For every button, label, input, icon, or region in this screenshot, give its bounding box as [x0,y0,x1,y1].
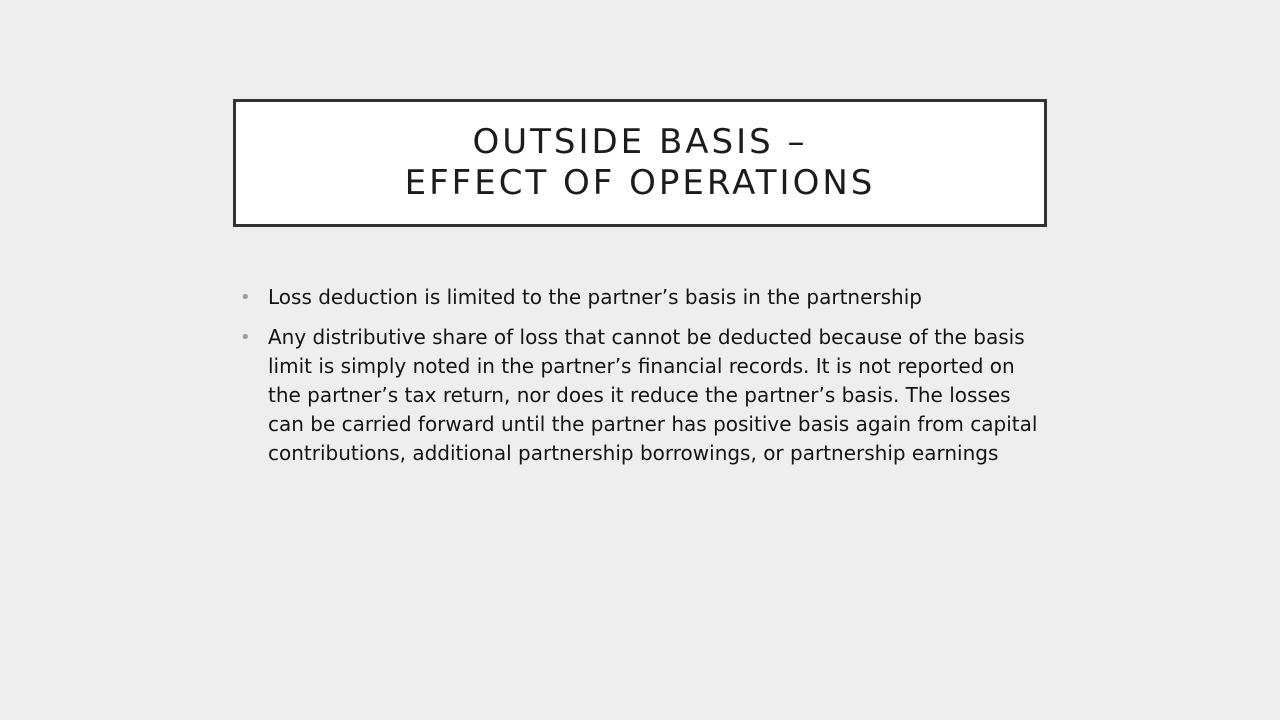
bullet-item [240,323,1040,468]
slide-title-box [233,99,1047,227]
bullet-text: Any distributive share of loss that cannot be deducted because of the basis limit is simply noted in the partner’s financial records. It is not reported on the partner’s tax return, nor does it reduce the partner’s basis. The losses can be carried forward until the partner has positive basis again from capital contributions, additional partnership borrowings, or partnership earnings [268,325,1038,465]
slide-title-line-2: EFFECT OF OPERATIONS [404,163,876,203]
bullet-dot-icon: • [240,327,251,348]
bullet-text: Loss deduction is limited to the partner’s basis in the partnership [268,285,922,309]
bullet-list [240,283,1040,479]
bullet-item [240,283,1040,312]
bullet-dot-icon: • [240,287,251,308]
slide-title-line-1: OUTSIDE BASIS – [472,122,808,162]
